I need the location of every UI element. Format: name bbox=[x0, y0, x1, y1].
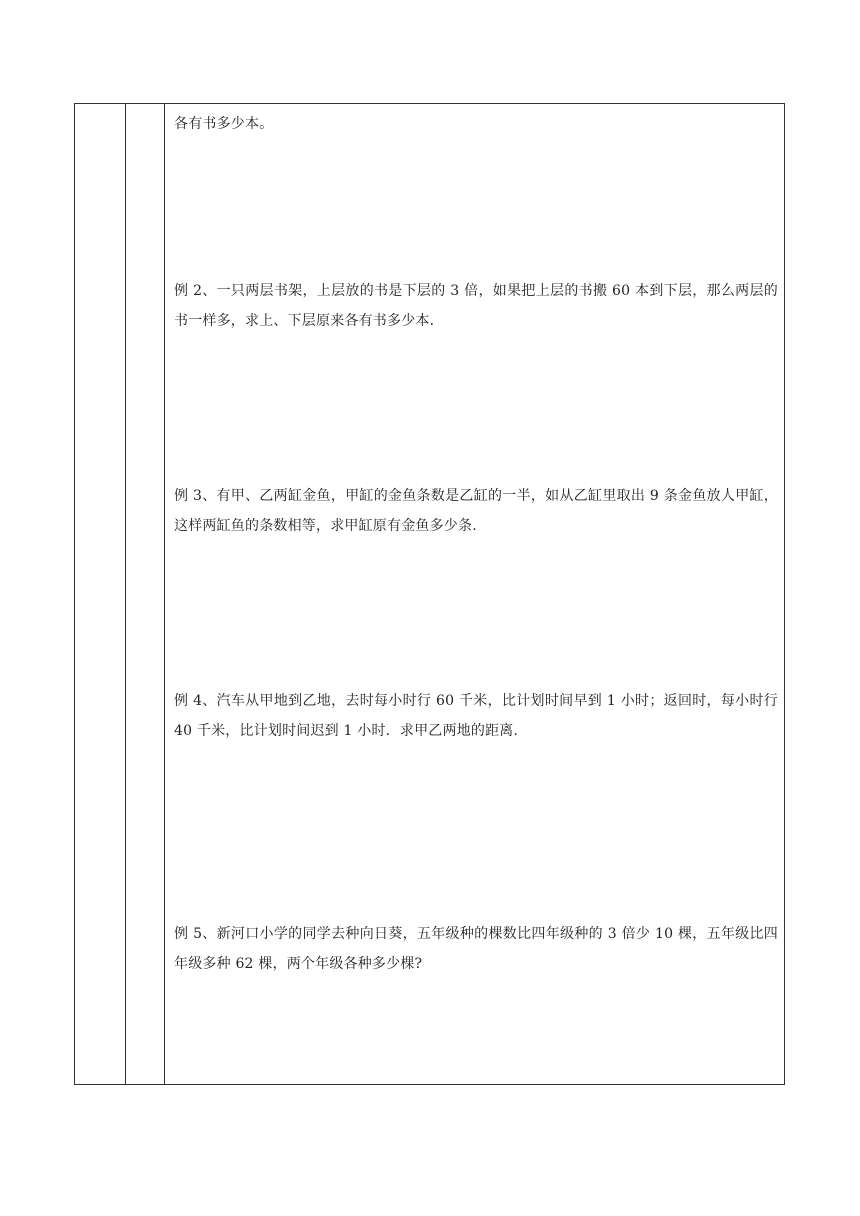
example-5-text: 例 5、新河口小学的同学去种向日葵，五年级种的棵数比四年级种的 3 倍少 10 棵，五年级比四年级多种 62 棵，两个年级各种多少棵? bbox=[174, 926, 778, 972]
paragraph-continuation: 各有书多少本。 bbox=[174, 116, 274, 132]
worksheet-table bbox=[74, 103, 785, 1085]
content-cell bbox=[165, 104, 784, 1084]
example-2-text: 例 2、一只两层书架，上层放的书是下层的 3 倍，如果把上层的书搬 60 本到下层，那么两层的书一样多，求上、下层原来各有书多少本. bbox=[174, 283, 778, 329]
example-4-text: 例 4、汽车从甲地到乙地，去时每小时行 60 千米，比计划时间早到 1 小时；返回时，每小时行 40 千米，比计划时间迟到 1 小时．求甲乙两地的距离. bbox=[174, 693, 778, 739]
example-3-text: 例 3、有甲、乙两缸金鱼，甲缸的金鱼条数是乙缸的一半，如从乙缸里取出 9 条金鱼放人甲缸，这样两缸鱼的条数相等，求甲缸原有金鱼多少条. bbox=[174, 488, 778, 534]
table-column-divider bbox=[125, 104, 126, 1084]
